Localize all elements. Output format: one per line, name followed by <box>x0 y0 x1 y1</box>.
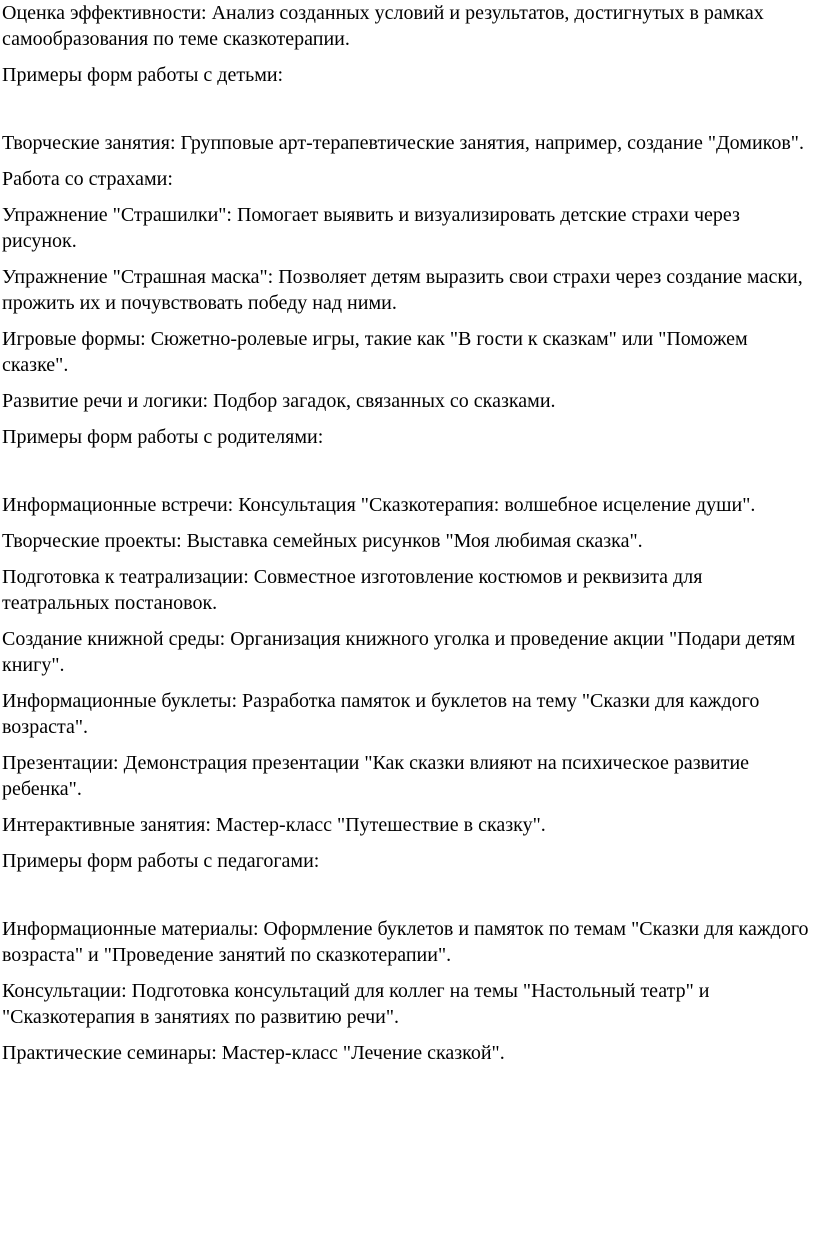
paragraph-book-environment: Создание книжной среды: Организация книжного уголка и проведение акции "Подари детям книгу". <box>2 628 796 676</box>
paragraph-effectiveness: Оценка эффективности: Анализ созданных условий и результатов, достигнутых в рамках самообразования по теме сказкотерапии. <box>2 2 764 50</box>
heading-parents-forms: Примеры форм работы с родителями: <box>2 426 324 448</box>
paragraph-exercise-scary-stories: Упражнение "Страшилки": Помогает выявить и визуализировать детские страхи через рисунок. <box>2 204 740 252</box>
paragraph-consultations: Консультации: Подготовка консультаций для коллег на темы "Настольный театр" и "Сказкотерапия в занятиях по развитию речи". <box>2 980 710 1028</box>
paragraph-interactive-lessons: Интерактивные занятия: Мастер-класс "Путешествие в сказку". <box>2 814 546 836</box>
paragraph-creative-lessons: Творческие занятия: Групповые арт-терапевтические занятия, например, создание "Домиков". <box>2 132 804 154</box>
paragraph-fears-work: Работа со страхами: <box>2 168 173 190</box>
paragraph-creative-projects: Творческие проекты: Выставка семейных рисунков "Моя любимая сказка". <box>2 530 643 552</box>
heading-teachers-forms: Примеры форм работы с педагогами: <box>2 850 320 872</box>
paragraph-info-materials: Информационные материалы: Оформление буклетов и памяток по темам "Сказки для каждого возраста" и "Проведение занятий по сказкотерапии". <box>2 918 809 966</box>
paragraph-info-booklets: Информационные буклеты: Разработка памяток и буклетов на тему "Сказки для каждого возраста". <box>2 690 760 738</box>
paragraph-info-meetings: Информационные встречи: Консультация "Сказкотерапия: волшебное исцеление души". <box>2 494 756 516</box>
paragraph-game-forms: Игровые формы: Сюжетно-ролевые игры, такие как "В гости к сказкам" или "Поможем сказке". <box>2 328 748 376</box>
paragraph-speech-logic: Развитие речи и логики: Подбор загадок, связанных со сказками. <box>2 390 556 412</box>
paragraph-presentations: Презентации: Демонстрация презентации "Как сказки влияют на психическое развитие ребенка". <box>2 752 750 800</box>
paragraph-practical-seminars: Практические семинары: Мастер-класс "Лечение сказкой". <box>2 1042 505 1064</box>
paragraph-exercise-scary-mask: Упражнение "Страшная маска": Позволяет детям выразить свои страхи через создание маски, прожить их и почувствовать победу над ними. <box>2 266 803 314</box>
paragraph-theatre-prep: Подготовка к театрализации: Совместное изготовление костюмов и реквизита для театральных постановок. <box>2 566 703 614</box>
heading-children-forms: Примеры форм работы с детьми: <box>2 64 284 86</box>
